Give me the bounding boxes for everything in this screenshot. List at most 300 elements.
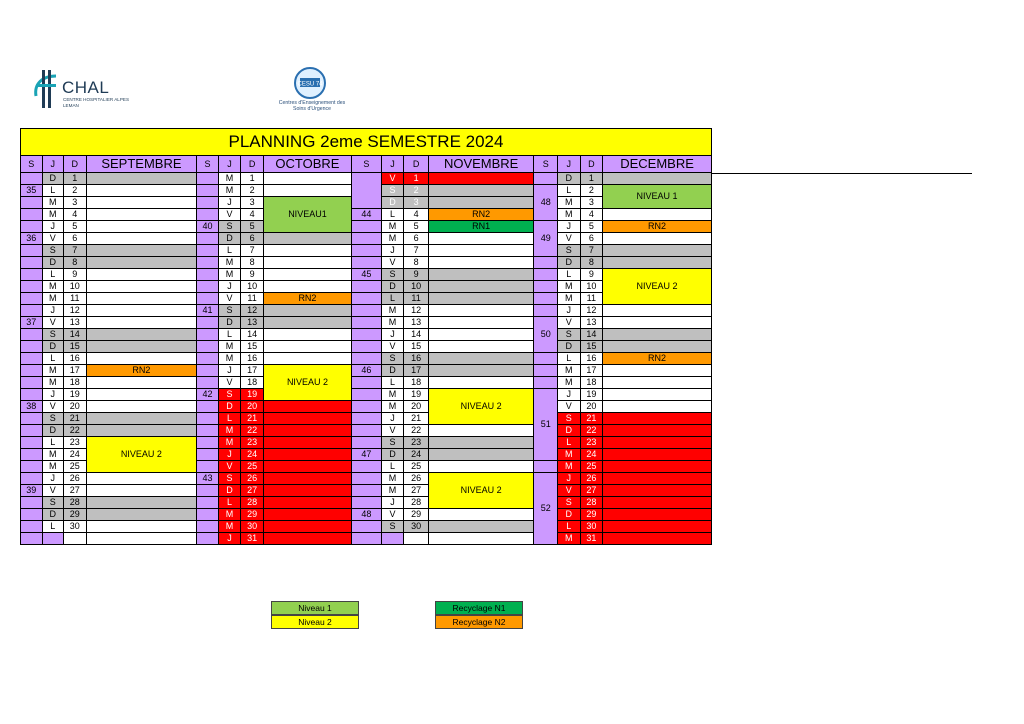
day-cell [263, 245, 351, 257]
day-cell [86, 533, 197, 545]
month-header: DECEMBRE [603, 156, 712, 173]
day-number: 29 [64, 509, 87, 521]
day-cell [86, 317, 197, 329]
week-cell [352, 473, 382, 485]
day-cell [603, 521, 712, 533]
day-cell [603, 377, 712, 389]
calendar-row [21, 401, 712, 413]
week-cell [534, 281, 558, 293]
chal-logo [32, 66, 142, 116]
day-letter: D [381, 449, 404, 461]
day-number: 2 [64, 185, 87, 197]
day-letter [381, 533, 404, 545]
day-cell [603, 413, 712, 425]
day-letter: D [42, 341, 64, 353]
day-number: 25 [404, 461, 429, 473]
day-number: 5 [64, 221, 87, 233]
week-cell [352, 233, 382, 245]
calendar-row [21, 521, 712, 533]
day-number: 13 [404, 317, 429, 329]
day-number: 3 [241, 197, 264, 209]
day-letter: V [42, 401, 64, 413]
day-cell [263, 317, 351, 329]
calendar-row [21, 497, 712, 509]
day-cell [428, 461, 534, 473]
day-number [404, 533, 429, 545]
week-cell [21, 437, 43, 449]
planning-body [21, 129, 712, 545]
divider-line [712, 173, 972, 174]
day-number: 26 [64, 473, 87, 485]
day-number: 3 [580, 197, 603, 209]
day-number: 17 [404, 365, 429, 377]
event-cell: NIVEAU 2 [263, 365, 351, 401]
day-letter: M [558, 197, 581, 209]
day-letter: V [558, 485, 581, 497]
day-letter: L [381, 293, 404, 305]
day-number: 7 [580, 245, 603, 257]
title-row [21, 129, 712, 156]
event-cell: RN2 [603, 221, 712, 233]
week-cell [534, 257, 558, 269]
day-number: 2 [241, 185, 264, 197]
week-cell [197, 413, 219, 425]
month-header: OCTOBRE [263, 156, 351, 173]
day-cell [86, 233, 197, 245]
day-cell [428, 425, 534, 437]
day-letter: M [42, 281, 64, 293]
week-cell [197, 497, 219, 509]
day-letter: S [218, 305, 241, 317]
header-j: J [42, 156, 64, 173]
week-cell [534, 269, 558, 281]
day-number: 18 [404, 377, 429, 389]
legend-recyclage-n1: Recyclage N1 [435, 601, 523, 615]
day-number: 28 [241, 497, 264, 509]
header-j: J [381, 156, 404, 173]
event-cell: RN2 [428, 209, 534, 221]
week-cell [197, 509, 219, 521]
day-number: 7 [241, 245, 264, 257]
event-cell: NIVEAU 2 [428, 389, 534, 425]
week-cell [197, 449, 219, 461]
day-number: 23 [580, 437, 603, 449]
day-letter: S [218, 221, 241, 233]
header-d: D [241, 156, 264, 173]
day-letter: J [42, 389, 64, 401]
legend [271, 601, 539, 629]
day-letter: V [381, 425, 404, 437]
day-letter: D [558, 425, 581, 437]
day-cell [603, 437, 712, 449]
day-letter: M [218, 425, 241, 437]
day-number: 17 [241, 365, 264, 377]
calendar-row [21, 485, 712, 497]
week-number: 45 [352, 269, 382, 281]
week-cell [352, 413, 382, 425]
week-number: 51 [534, 389, 558, 461]
day-cell [428, 533, 534, 545]
day-number: 22 [64, 425, 87, 437]
day-letter: M [558, 281, 581, 293]
day-number: 8 [580, 257, 603, 269]
day-letter: V [381, 341, 404, 353]
week-cell [21, 461, 43, 473]
week-cell [197, 533, 219, 545]
chal-logo-subtitle: CENTRE HOSPITALIER ALPES LEMAN [63, 97, 130, 108]
day-number: 24 [64, 449, 87, 461]
day-cell [263, 353, 351, 365]
month-header: SEPTEMBRE [86, 156, 197, 173]
week-cell [197, 485, 219, 497]
calendar-row [21, 317, 712, 329]
day-number: 26 [580, 473, 603, 485]
calendar-row [21, 329, 712, 341]
day-number: 31 [580, 533, 603, 545]
week-number: 52 [534, 473, 558, 545]
day-letter: J [218, 533, 241, 545]
day-letter: M [42, 209, 64, 221]
day-number: 6 [404, 233, 429, 245]
day-cell [428, 305, 534, 317]
day-number: 5 [580, 221, 603, 233]
header-s: S [534, 156, 558, 173]
day-letter: M [42, 377, 64, 389]
day-letter: D [558, 341, 581, 353]
day-letter: M [42, 197, 64, 209]
header-j: J [218, 156, 241, 173]
day-number: 14 [64, 329, 87, 341]
day-cell [86, 245, 197, 257]
day-number: 24 [580, 449, 603, 461]
day-number: 25 [580, 461, 603, 473]
day-cell [86, 305, 197, 317]
day-letter: M [42, 449, 64, 461]
day-letter: S [558, 497, 581, 509]
day-letter: S [558, 413, 581, 425]
cesu-logo [272, 66, 352, 118]
day-number: 23 [64, 437, 87, 449]
day-number: 11 [404, 293, 429, 305]
week-cell [534, 353, 558, 365]
day-letter: J [42, 305, 64, 317]
day-letter: M [42, 365, 64, 377]
day-letter: V [381, 509, 404, 521]
day-letter: V [381, 257, 404, 269]
day-number: 21 [404, 413, 429, 425]
day-number: 27 [64, 485, 87, 497]
day-number: 16 [580, 353, 603, 365]
day-cell [428, 281, 534, 293]
day-number: 4 [404, 209, 429, 221]
day-number: 11 [580, 293, 603, 305]
week-cell [197, 317, 219, 329]
day-cell [86, 185, 197, 197]
day-number: 15 [580, 341, 603, 353]
day-letter: M [558, 449, 581, 461]
week-cell [352, 221, 382, 233]
day-cell [603, 317, 712, 329]
event-cell: RN2 [263, 293, 351, 305]
week-cell [21, 245, 43, 257]
day-letter: D [42, 425, 64, 437]
week-cell [21, 449, 43, 461]
calendar-row [21, 389, 712, 401]
day-number: 8 [64, 257, 87, 269]
day-cell [263, 173, 351, 185]
day-number: 19 [404, 389, 429, 401]
day-letter: M [218, 173, 241, 185]
week-cell [197, 425, 219, 437]
week-cell [197, 209, 219, 221]
day-letter: L [218, 329, 241, 341]
day-number: 27 [404, 485, 429, 497]
day-cell [86, 413, 197, 425]
day-letter: V [558, 401, 581, 413]
day-number: 2 [580, 185, 603, 197]
day-number: 1 [404, 173, 429, 185]
day-letter: S [218, 389, 241, 401]
day-letter: S [42, 329, 64, 341]
week-number: 46 [352, 365, 382, 377]
day-cell [603, 209, 712, 221]
calendar-row [21, 209, 712, 221]
day-cell [428, 353, 534, 365]
day-cell [603, 401, 712, 413]
day-cell [428, 173, 534, 185]
day-number: 19 [241, 389, 264, 401]
day-letter: V [381, 173, 404, 185]
day-number: 9 [64, 269, 87, 281]
week-cell [21, 341, 43, 353]
day-cell [603, 425, 712, 437]
day-cell [263, 449, 351, 461]
day-number: 9 [580, 269, 603, 281]
day-number: 8 [404, 257, 429, 269]
cesu-logo-subtitle: Centres d'Enseignement des Soins d'Urgence [278, 100, 346, 112]
day-cell [86, 173, 197, 185]
day-cell [263, 533, 351, 545]
event-cell: NIVEAU 2 [603, 269, 712, 305]
week-cell [21, 329, 43, 341]
week-cell [352, 317, 382, 329]
day-number: 20 [64, 401, 87, 413]
day-letter: M [381, 305, 404, 317]
day-number: 30 [241, 521, 264, 533]
day-letter: M [558, 209, 581, 221]
week-number: 44 [352, 209, 382, 221]
day-number: 23 [241, 437, 264, 449]
day-letter: S [42, 413, 64, 425]
day-cell [86, 425, 197, 437]
day-letter: L [381, 461, 404, 473]
day-number: 21 [64, 413, 87, 425]
week-cell [197, 521, 219, 533]
day-letter: J [558, 389, 581, 401]
week-cell [197, 377, 219, 389]
day-number: 7 [64, 245, 87, 257]
day-number: 22 [241, 425, 264, 437]
week-cell [534, 377, 558, 389]
day-letter: S [218, 473, 241, 485]
day-number: 26 [404, 473, 429, 485]
day-letter: M [381, 317, 404, 329]
week-cell [352, 353, 382, 365]
week-cell [197, 233, 219, 245]
day-number: 20 [580, 401, 603, 413]
day-letter: D [42, 509, 64, 521]
day-number: 2 [404, 185, 429, 197]
day-cell [263, 233, 351, 245]
day-cell [263, 281, 351, 293]
day-letter: J [558, 305, 581, 317]
day-cell [428, 257, 534, 269]
day-letter: V [558, 233, 581, 245]
calendar-row [21, 269, 712, 281]
day-cell [603, 461, 712, 473]
day-number: 1 [64, 173, 87, 185]
header-s: S [352, 156, 382, 173]
day-number: 15 [404, 341, 429, 353]
week-number: 41 [197, 305, 219, 317]
legend-niveau1: Niveau 1 [271, 601, 359, 615]
day-cell [263, 413, 351, 425]
day-cell [603, 257, 712, 269]
day-letter [42, 533, 64, 545]
week-cell [21, 281, 43, 293]
week-cell [21, 425, 43, 437]
day-letter: M [381, 473, 404, 485]
calendar-row [21, 233, 712, 245]
day-number: 8 [241, 257, 264, 269]
week-cell [197, 401, 219, 413]
day-number: 30 [580, 521, 603, 533]
week-cell [352, 461, 382, 473]
day-letter: J [381, 497, 404, 509]
day-cell [603, 245, 712, 257]
calendar-row [21, 365, 712, 377]
day-number: 18 [580, 377, 603, 389]
week-number: 40 [197, 221, 219, 233]
week-cell [352, 497, 382, 509]
day-cell [263, 521, 351, 533]
day-letter: J [218, 449, 241, 461]
day-cell [86, 221, 197, 233]
day-cell [603, 509, 712, 521]
day-letter: M [381, 485, 404, 497]
calendar-row [21, 473, 712, 485]
week-cell [197, 365, 219, 377]
day-number: 14 [241, 329, 264, 341]
day-letter: V [218, 293, 241, 305]
day-number: 16 [64, 353, 87, 365]
day-letter: M [42, 293, 64, 305]
day-cell [603, 497, 712, 509]
week-number: 47 [352, 449, 382, 461]
week-number: 48 [352, 509, 382, 521]
week-cell [21, 473, 43, 485]
day-letter: J [42, 473, 64, 485]
day-number: 10 [580, 281, 603, 293]
week-cell [21, 413, 43, 425]
event-cell: NIVEAU 2 [428, 473, 534, 509]
day-cell [263, 425, 351, 437]
day-cell [603, 341, 712, 353]
day-letter: D [381, 365, 404, 377]
day-cell [603, 485, 712, 497]
day-number: 10 [241, 281, 264, 293]
week-cell [197, 437, 219, 449]
day-number: 28 [404, 497, 429, 509]
day-cell [428, 437, 534, 449]
week-cell [197, 341, 219, 353]
day-letter: S [558, 329, 581, 341]
calendar-row [21, 245, 712, 257]
week-number: 48 [534, 185, 558, 221]
day-letter: M [218, 521, 241, 533]
day-number: 17 [64, 365, 87, 377]
week-cell [352, 389, 382, 401]
week-cell [352, 257, 382, 269]
day-letter: S [381, 437, 404, 449]
calendar-row [21, 437, 712, 449]
header-s: S [197, 156, 219, 173]
day-letter: L [558, 521, 581, 533]
day-number: 26 [241, 473, 264, 485]
event-cell: NIVEAU1 [263, 197, 351, 233]
day-letter: D [381, 281, 404, 293]
day-number: 1 [580, 173, 603, 185]
week-cell [21, 377, 43, 389]
calendar-row [21, 257, 712, 269]
week-cell [197, 257, 219, 269]
day-number: 6 [580, 233, 603, 245]
day-cell [428, 521, 534, 533]
calendar-row [21, 353, 712, 365]
day-number: 21 [580, 413, 603, 425]
week-cell [352, 329, 382, 341]
day-cell [263, 485, 351, 497]
week-cell [21, 209, 43, 221]
day-cell [603, 305, 712, 317]
day-number: 28 [580, 497, 603, 509]
day-letter: J [381, 329, 404, 341]
day-number: 23 [404, 437, 429, 449]
week-cell [21, 293, 43, 305]
week-number: 36 [21, 233, 43, 245]
day-letter: M [381, 401, 404, 413]
calendar-row [21, 533, 712, 545]
planning-title: PLANNING 2eme SEMESTRE 2024 [21, 129, 712, 156]
day-letter: M [558, 461, 581, 473]
day-number: 31 [241, 533, 264, 545]
day-number: 21 [241, 413, 264, 425]
chal-logo-name: CHAL [62, 78, 110, 97]
day-cell [603, 365, 712, 377]
day-number: 15 [241, 341, 264, 353]
day-letter: L [381, 209, 404, 221]
day-number: 5 [241, 221, 264, 233]
day-letter: J [558, 473, 581, 485]
day-cell [263, 257, 351, 269]
day-cell [86, 401, 197, 413]
day-cell [428, 233, 534, 245]
day-cell [86, 509, 197, 521]
day-number: 24 [241, 449, 264, 461]
day-number: 1 [241, 173, 264, 185]
day-number: 4 [241, 209, 264, 221]
day-cell [86, 293, 197, 305]
